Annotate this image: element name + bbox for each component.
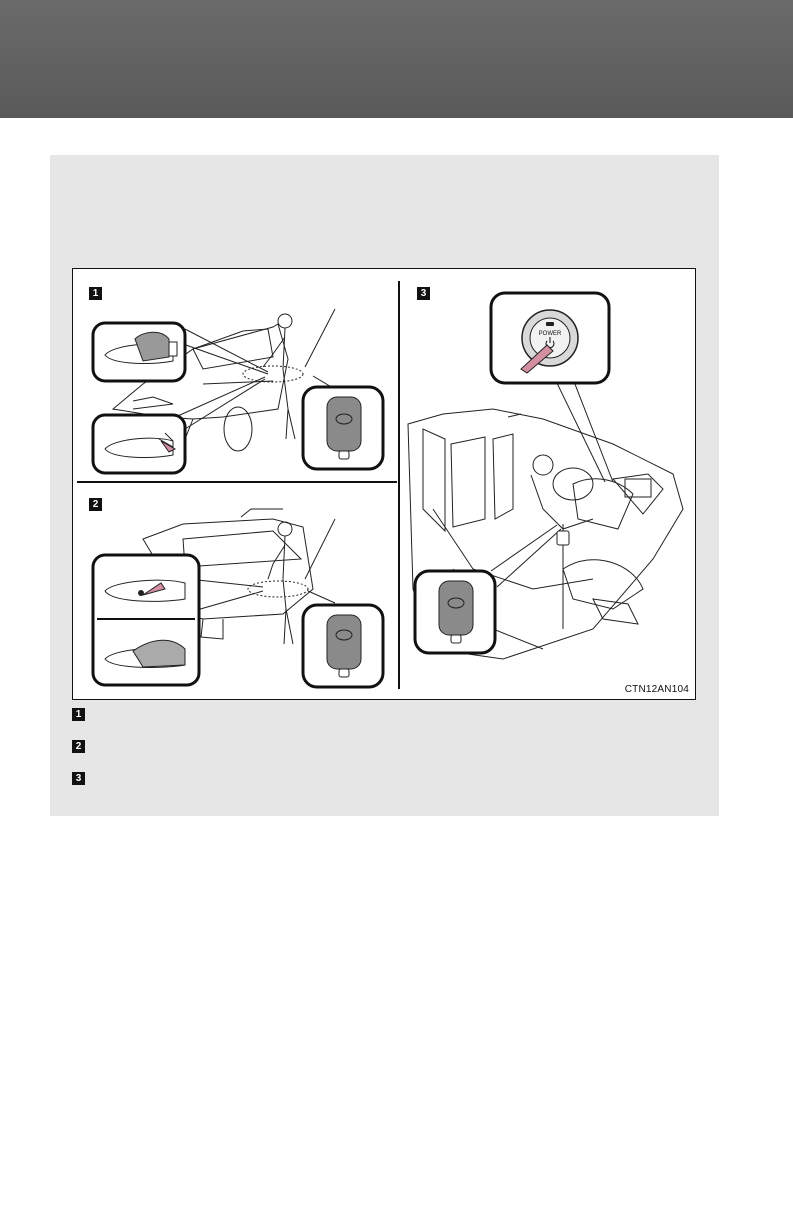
panel-3-number: 3	[417, 287, 430, 300]
step-row-2	[72, 739, 692, 755]
power-button-text: POWER	[538, 331, 562, 337]
step-row-3	[72, 771, 692, 787]
page-header-bar	[0, 0, 793, 118]
step-number: 2	[72, 740, 85, 753]
illustration-drawing	[73, 269, 697, 701]
step-number: 3	[72, 772, 85, 785]
panel-1-number: 1	[89, 287, 102, 300]
figure-caption: CTN12AN104	[624, 684, 689, 695]
step-number: 1	[72, 708, 85, 721]
panel-2-number: 2	[89, 498, 102, 511]
step-row-1	[72, 707, 692, 723]
smart-key-illustration	[72, 268, 696, 700]
